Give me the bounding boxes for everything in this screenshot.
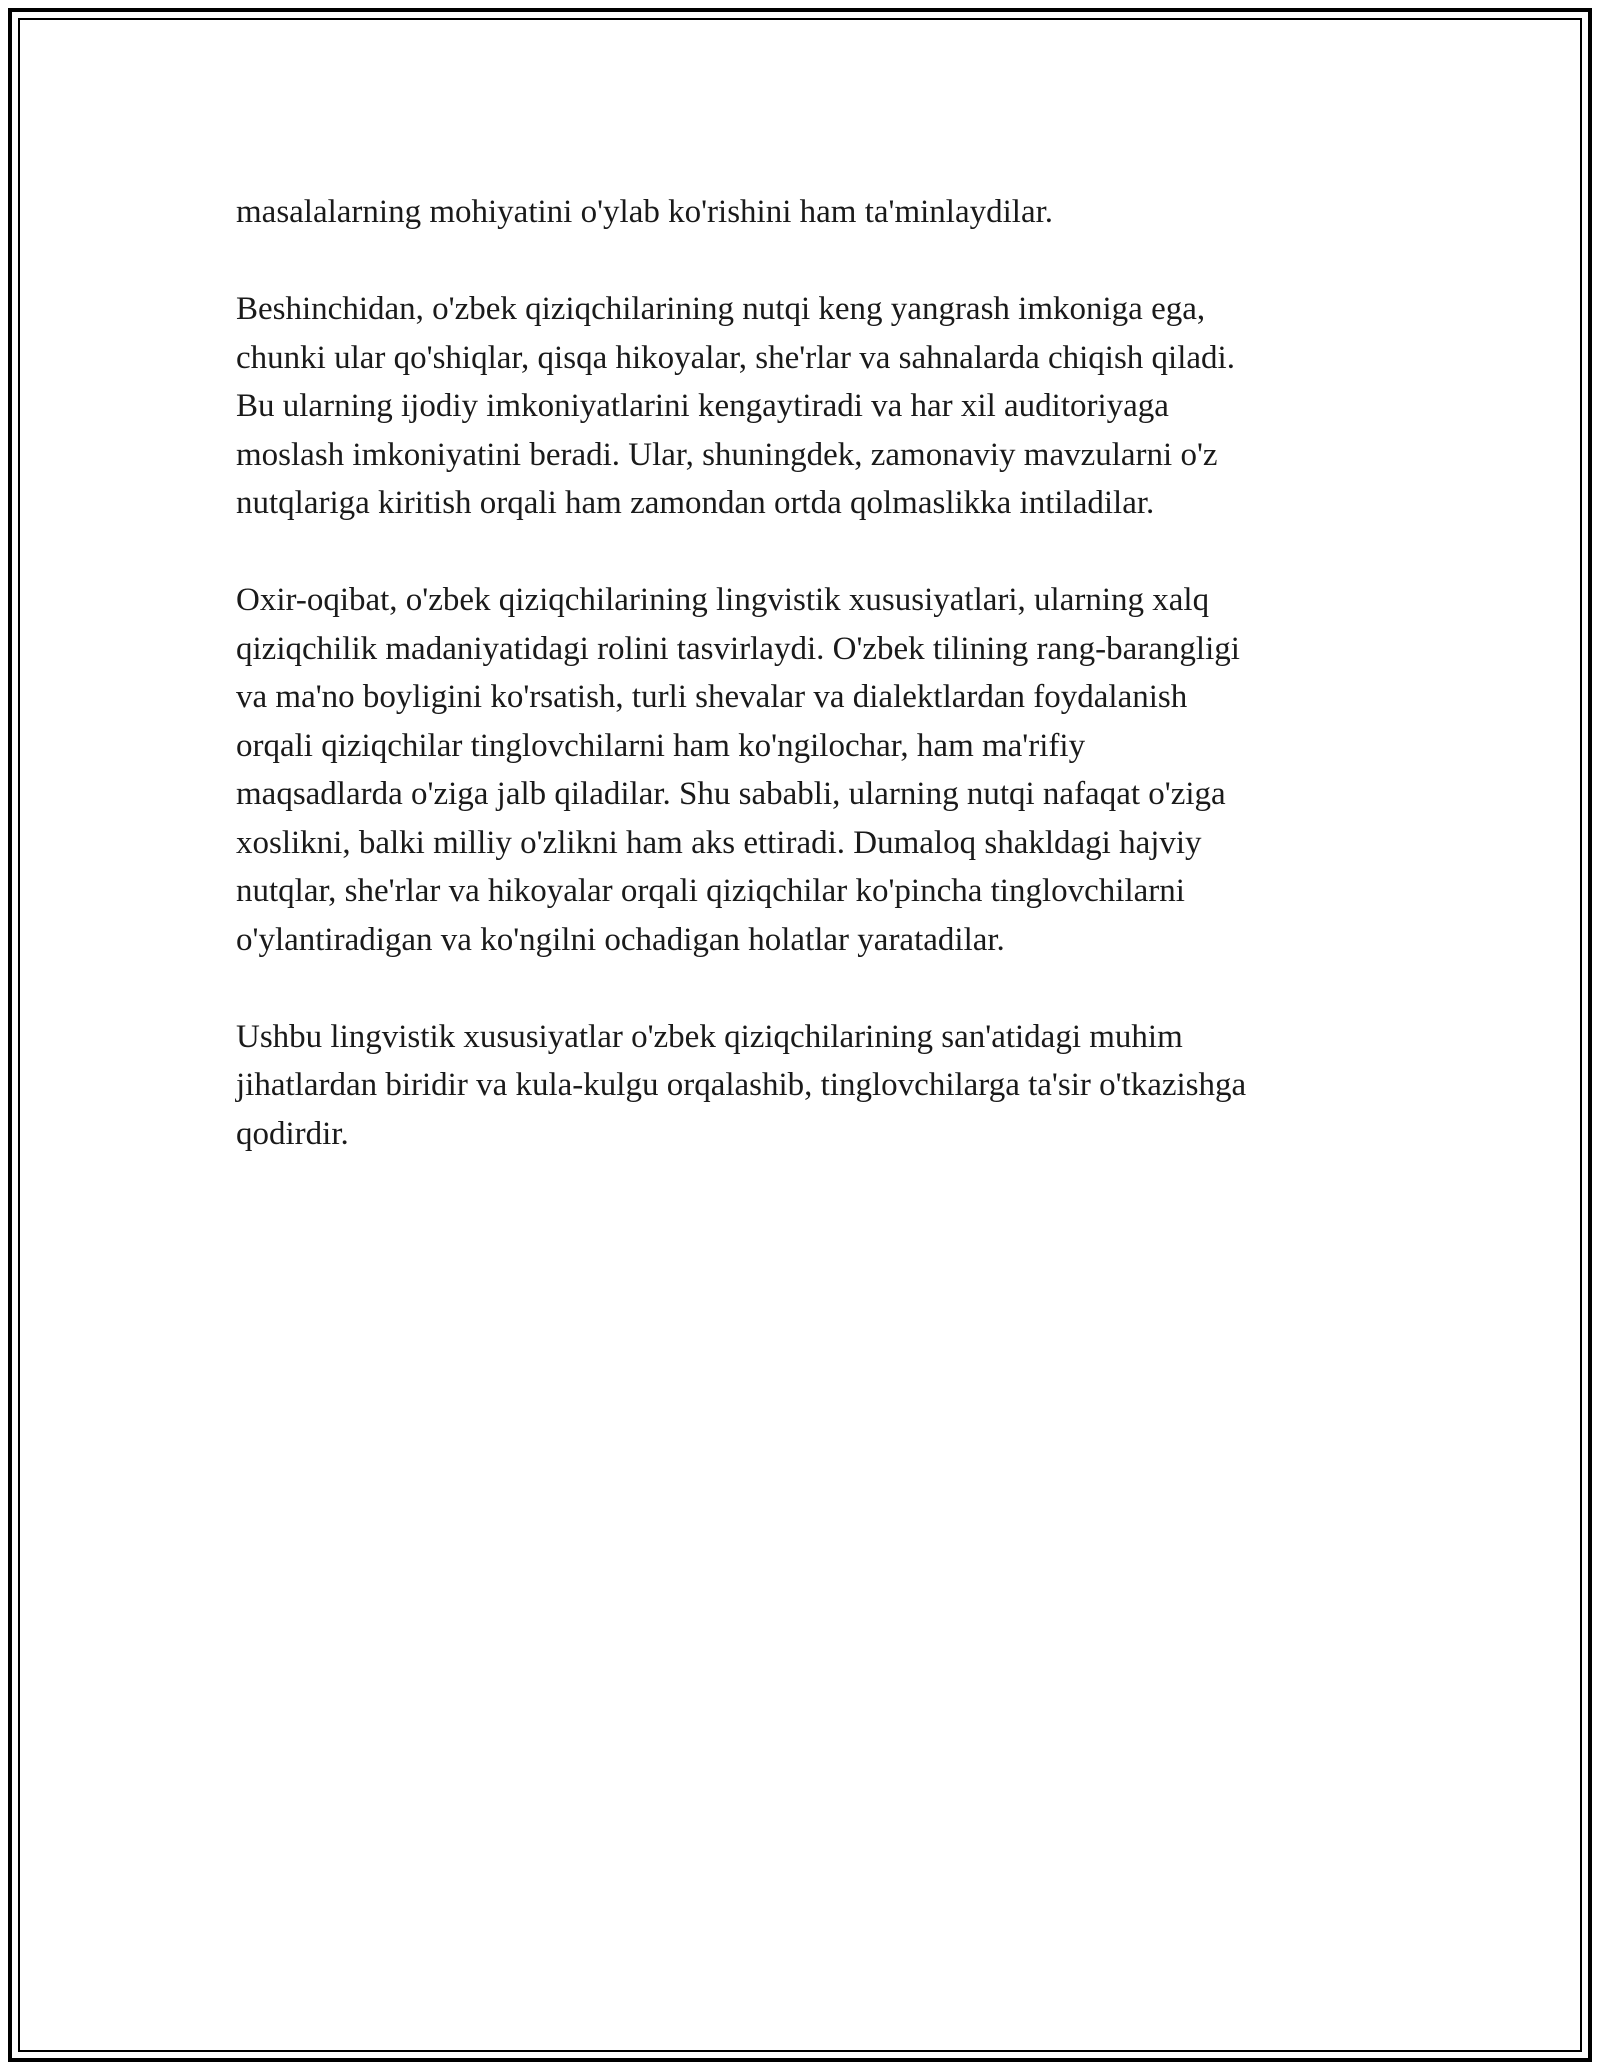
- text-line: masalalarning mohiyatini o'ylab ko'rishini ham ta'minlaydilar.: [236, 194, 1054, 230]
- text-line: Ushbu lingvistik xususiyatlar o'zbek qiziqchilarining san'atidagi muhim: [236, 1018, 1183, 1055]
- text-line: Bu ularning ijodiy imkoniyatlarini kengaytiradi va har xil auditoriyaga: [236, 388, 1169, 424]
- text-line: Oxir-oqibat, o'zbek qiziqchilarining lingvistik xususiyatlari, ularning xalq: [236, 582, 1210, 618]
- paragraph: [236, 1013, 1386, 1159]
- text-line: xoslikni, balki milliy o'zlikni ham aks ettiradi. Dumaloq shakldagi hajviy: [236, 824, 1202, 861]
- text-line: qodirdir.: [236, 1115, 349, 1152]
- text-line: nutqlariga kiritish orqali ham zamondan ortda qolmaslikka intiladilar.: [236, 485, 1155, 521]
- text-line: moslash imkoniyatini beradi. Ular, shuningdek, zamonaviy mavzularni o'z: [236, 436, 1218, 473]
- text-line: jihatlardan biridir va kula-kulgu orqalashib, tinglovchilarga ta'sir o'tkazishga: [236, 1067, 1247, 1103]
- text-line: nutqlar, she'rlar va hikoyalar orqali qiziqchilar ko'pincha tinglovchilarni: [236, 873, 1185, 909]
- text-line: orqali qiziqchilar tinglovchilarni ham ko'ngilochar, ham ma'rifiy: [236, 727, 1086, 764]
- paragraph: [236, 285, 1386, 528]
- text-line: qiziqchilik madaniyatidagi rolini tasvirlaydi. O'zbek tilining rang-barangligi: [236, 630, 1240, 667]
- text-line: maqsadlarda o'ziga jalb qiladilar. Shu sababli, ularning nutqi nafaqat o'ziga: [236, 776, 1226, 812]
- document-body: [236, 188, 1386, 1207]
- text-line: chunki ular qo'shiqlar, qisqa hikoyalar, she'rlar va sahnalarda chiqish qiladi.: [236, 339, 1235, 376]
- text-line: o'ylantiradigan va ko'ngilni ochadigan holatlar yaratadilar.: [236, 921, 1005, 958]
- paragraph: [236, 188, 1386, 237]
- text-line: Beshinchidan, o'zbek qiziqchilarining nutqi keng yangrash imkoniga ega,: [236, 291, 1206, 327]
- paragraph: [236, 576, 1386, 964]
- text-line: va ma'no boyligini ko'rsatish, turli shevalar va dialektlardan foydalanish: [236, 679, 1188, 715]
